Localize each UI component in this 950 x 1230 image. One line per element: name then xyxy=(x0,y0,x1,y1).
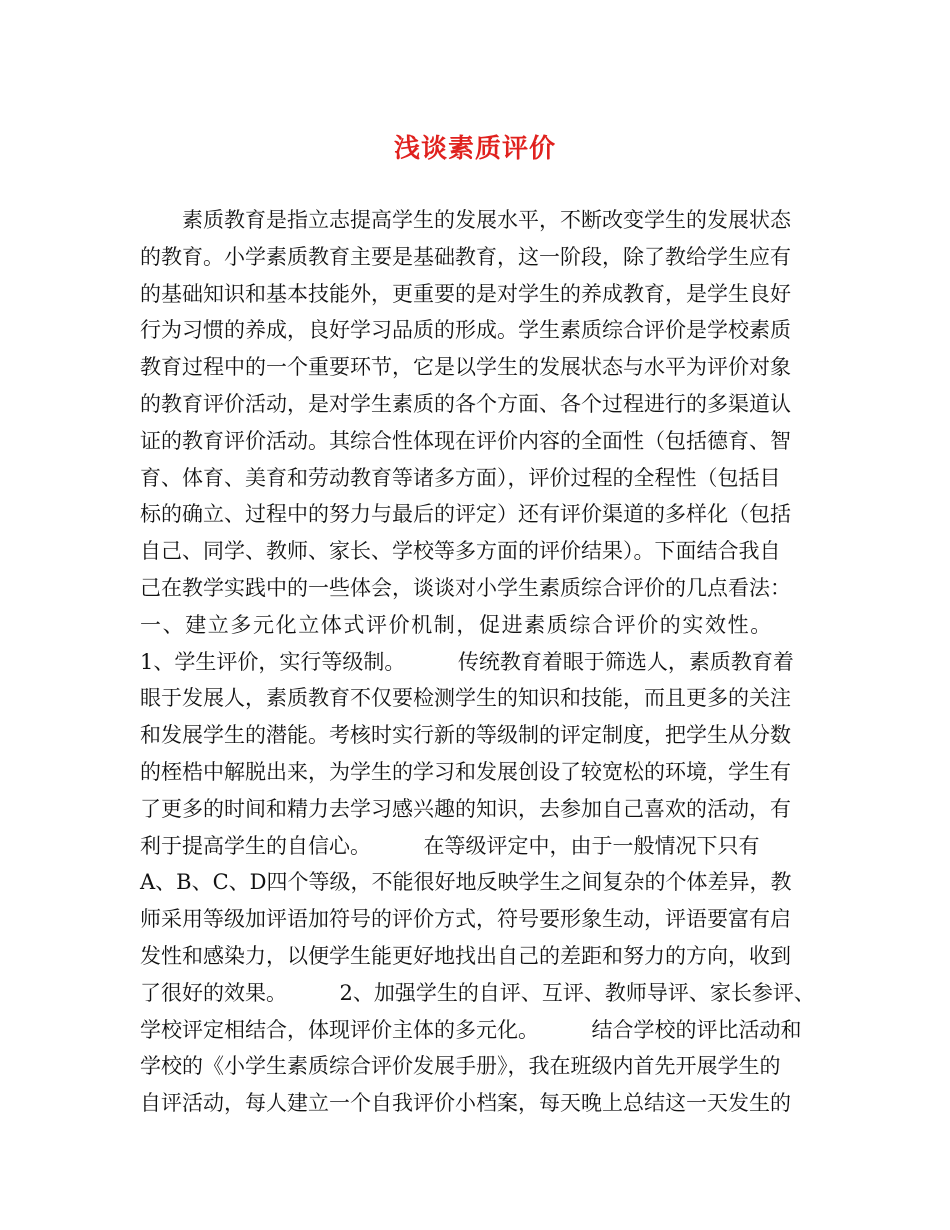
body-line: 了很好的效果。 2、加强学生的自评、互评、教师导评、家长参评、 xyxy=(140,980,815,1005)
body-line: 素质教育是指立志提高学生的发展水平，不断改变学生的发展状态 xyxy=(140,208,791,232)
body-line: 的基础知识和基本技能外，更重要的是对学生的养成教育，是学生良好 xyxy=(140,281,791,306)
document-title: 浅谈素质评价 xyxy=(393,134,556,164)
body-line: 行为习惯的养成，良好学习品质的形成。学生素质综合评价是学校素质 xyxy=(140,318,791,343)
body-line: 师采用等级加评语加符号的评价方式，符号要形象生动，评语要富有启 xyxy=(140,907,791,932)
document-body xyxy=(140,202,830,1122)
body-line: 和发展学生的潜能。考核时实行新的等级制的评定制度，把学生从分数 xyxy=(140,723,791,748)
section-heading: 一、建立多元化立体式评价机制，促进素质综合评价的实效性。 xyxy=(140,612,773,637)
body-line: 育、体育、美育和劳动教育等诸多方面），评价过程的全程性（包括目 xyxy=(140,465,781,490)
body-line: 1、学生评价，实行等级制。 传统教育着眼于筛选人，素质教育着 xyxy=(140,649,794,674)
body-line: 了更多的时间和精力去学习感兴趣的知识，去参加自己喜欢的活动，有 xyxy=(140,796,791,821)
body-line: 的教育评价活动，是对学生素质的各个方面、各个过程进行的多渠道认 xyxy=(140,391,791,416)
body-line: 证的教育评价活动。其综合性体现在评价内容的全面性（包括德育、智 xyxy=(140,428,791,453)
body-line: 学校的《小学生素质综合评价发展手册》，我在班级内首先开展学生的 xyxy=(140,1054,781,1079)
body-line: 教育过程中的一个重要环节，它是以学生的发展状态与水平为评价对象 xyxy=(140,355,791,380)
body-line: 眼于发展人，素质教育不仅要检测学生的知识和技能，而且更多的关注 xyxy=(140,686,791,711)
body-line: A、B、C、D四个等级，不能很好地反映学生之间复杂的个体差异，教 xyxy=(140,870,792,895)
body-line: 利于提高学生的自信心。 在等级评定中，由于一般情况下只有 xyxy=(140,833,760,858)
body-line: 自评活动，每人建立一个自我评价小档案，每天晚上总结这一天发生的 xyxy=(140,1091,791,1116)
body-line: 发性和感染力，以便学生能更好地找出自己的差距和努力的方向，收到 xyxy=(140,943,791,968)
body-line: 的桎梏中解脱出来，为学生的学习和发展创设了较宽松的环境，学生有 xyxy=(140,759,791,784)
body-line: 的教育。小学素质教育主要是基础教育，这一阶段，除了教给学生应有 xyxy=(140,244,791,269)
body-line: 己在教学实践中的一些体会，谈谈对小学生素质综合评价的几点看法： xyxy=(140,575,791,600)
body-line: 学校评定相结合，体现评价主体的多元化。 结合学校的评比活动和 xyxy=(140,1017,802,1042)
body-line: 自己、同学、教师、家长、学校等多方面的评价结果）。下面结合我自 xyxy=(140,539,781,564)
body-line: 标的确立、过程中的努力与最后的评定）还有评价渠道的多样化（包括 xyxy=(140,502,791,527)
